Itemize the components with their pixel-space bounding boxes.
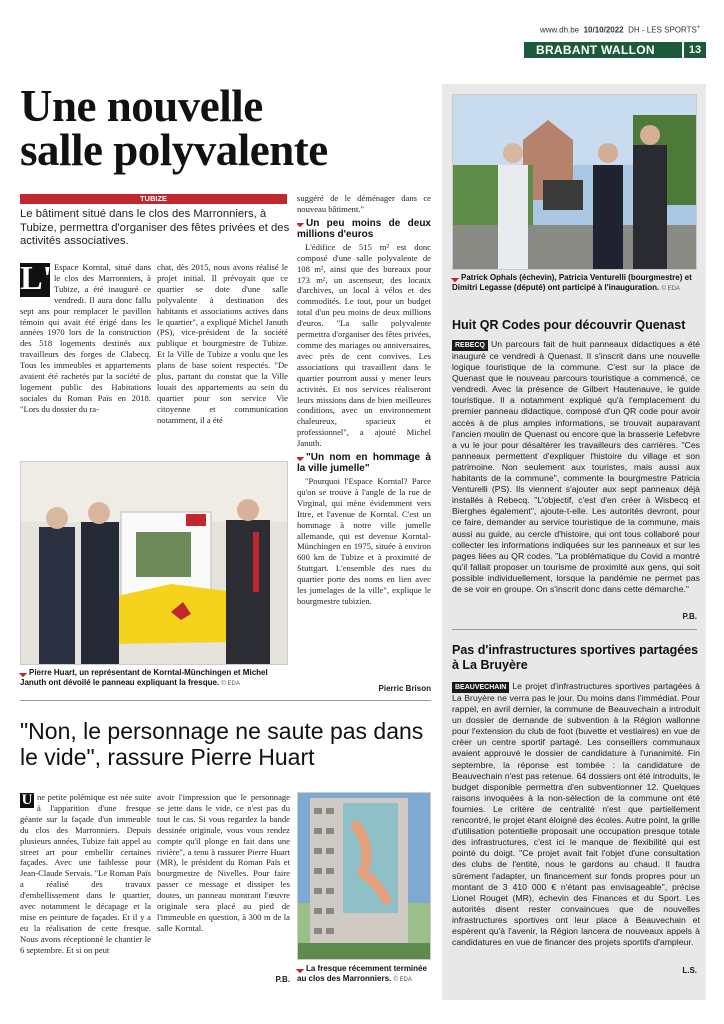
second-signature: P.B. <box>275 975 290 984</box>
main-col-2: chat, dès 2015, nous avons réalisé le projet initial. Il prévoyait que ce quartier se dote d'une salle polyvalente à destination des habitants et associations actives dans le quartier", a expliqué Michel Januth (PS), vice-président de la société publique et bourgmestre de Tubize. Et la Ville de Tubize a voulu que les plans de base soient respectés. "De plus, partant du constat que la Ville louait des appartements au sein du quartier pour son service Vie citoyenne et communication notamment, il a été <box>157 262 288 425</box>
fresco-photo <box>297 792 431 960</box>
sidebar-art1-sig: P.B. <box>682 612 697 621</box>
subhead-name: "Un nom en hommage à la ville jumelle" <box>297 452 431 475</box>
sidebar-art2-text: BEAUVECHAIN Le projet d'infrastructures sportives partagées à La Bruyère ne verra pas le jour. Du moins dans l'immédiat. Pour rappel, en avril dernier, la commune de Beauvechain a introduit un dossier de demande de subvention à la Région wallonne pour l'extension du club de foot (buvette et vestiaires) en vue de créer un centre sportif partagé. Les conseillers communaux avaient approuvé le dossier de candidature à l'unanimité. Fin septembre, la réponse est tombée : la candidature de Beauvechain n'est pas retenue. 64 dossiers ont été introduits, le budget disponible permettra d'en subventionner 12. Quelques raisons invoquées à la non-sélection de la commune ont été fournies. Le critère de centralité n'est que partiellement rencontré, le projet étant éloigné des écoles. Autre point, la grille d'utilisation potentielle proposait une occupation presque totale des infrastructures, c'est ici le manque de flexibilité qui est pointé du doigt. "Ce projet avait fait l'objet d'une consultation des clubs de l'entité, nous le gardons au chaud. Il faudra sûrement l'adapter, un financement sur fonds propres pour un montant de 3 410 000 € n'étant pas envisageable", précise Lionel Rouget (MR), échevin des Finances et du Sport. Les autorités disent rester convaincues que de nouvelles infrastructures sportives ont leur place à Beauvechain et espèrent qu'à l'avenir, la Région lancera de nouveaux appels à candidatures en vue de financer des projets sportifs d'ampleur. <box>452 681 700 948</box>
sidebar-art2-sig: L.S. <box>682 966 697 975</box>
main-col-1: L' Espace Korntal, situé dans le clos des Marronniers, à Tubize, a été inauguré ce vendredi. Il aura donc fallu sept ans pour remplacer le pavillon témoin qui avait été érigé dans les années 1970 lors de la construction des 518 logements destinés aux travailleurs des forges de Clabecq. Tous les immeubles et appartements avaient été rachetés par la société de logement public des Habitations sociales du Roman Païs en 2018. "Lors du dossier du ra- <box>20 262 151 414</box>
fresco-caption: La fresque récemment terminée au clos des Marronniers. © EDA <box>297 964 427 983</box>
lead-text: Le bâtiment situé dans le clos des Marronniers, à Tubize, permettra d'organiser des fêtes privées et des activités associatives. <box>20 208 290 247</box>
tag-beauvechain: BEAUVECHAIN <box>452 682 509 693</box>
sidebar-photo-caption: Patrick Ophals (échevin), Patricia Venturelli (bourgmestre) et Dimitri Legasse (député) ont participé à l'inauguration. © EDA <box>452 273 692 292</box>
main-headline: Une nouvelle salle polyvalente <box>20 81 328 175</box>
page-number: 13 <box>682 42 706 58</box>
main-signature: Pierric Brison <box>378 684 431 693</box>
sidebar-photo <box>452 94 697 270</box>
sidebar-art2-title: Pas d'infrastructures sportives partagées à La Bruyère <box>452 643 699 672</box>
subhead-budget: Un peu moins de deux millions d'euros <box>297 217 431 240</box>
sidebar-art1-title: Huit QR Codes pour découvrir Quenast <box>452 318 686 332</box>
sidebar-art1-text: REBECQ Un parcours fait de huit panneaux didactiques a été inauguré ce vendredi à Quenast. Il s'inscrit dans une nouvelle logique touristique de la commune. C'est sur la place de Quenast que le nouveau parcours touristique a commencé, ce vendredi. Avec la présence de Gilbert Hautenauve, le guide touristique. Il a notamment expliqué qu'à l'emplacement du premier panneau didactique, composé d'un QR code pour avoir accès à de plus amples informations, se trouvait auparavant l'ancien moulin de Quenast ou encore que la brasserie Lefebvre a vu le jour pour désaltérer les travailleurs des carrières. "Ces panneaux permettent d'expliquer l'histoire du village et son patrimoine. Non seulement aux touristes, mais aussi aux habitants de la commune", commente la bourgmestre Patricia Venturelli (PS). Ils viennent s'ajouter aux sept panneaux déjà installés à Rebecq. "L'objectif, c'est d'en créer à Wisbecq et Bierghes également", ajoute-t-elle. Les autorités devront, pour ce faire, demander au service touristique de la commune, mais aussi au guide, au cercle d'histoire, qui ont tous collaboré pour collecter les informations indiquées sur les panneaux et sur les pages liées au QR codes. "La problématique du Covid a montré qu'il fallait proposer un tourisme de proximité aux gens, qui soit possible individuellement, lorsque la pandémie ne permet pas de se voir en groupe. On s'inscrit donc dans cette démarche." <box>452 339 700 594</box>
kicker-bar: TUBIZE <box>20 194 287 204</box>
second-col-2: avoir l'impression que le personnage se jette dans le vide, ce n'est pas du tout le cas. Si vous regardez la bande dessinée originale, vous vous rendez compte qu'il plonge en fait dans une rivière", a tenu à rassurer Pierre Huart (MR), le président du Roman Païs et bourgmestre de Nivelles. Pour faire passer ce message et dissiper les doutes, un panneau montrant l'œuvre originale sera placé au pied de l'immeuble en question, à 300 m de la salle Korntal. <box>157 792 290 933</box>
second-headline: "Non, le personnage ne saute pas dans le vide", rassure Pierre Huart <box>20 718 424 770</box>
tag-rebecq: REBECQ <box>452 340 488 351</box>
main-col-3: suggéré de le déménager dans ce nouveau bâtiment." Un peu moins de deux millions d'euros L'édifice de 515 m² est donc composé d'une salle polyvalente de 108 m², ainsi que des bureaux pour 173 m², un ascenseur, des locaux d'archives, un local à vélos et des commodités. Le tout, pour un budget total d'un peu moins de deux millions d'euros. "La salle polyvalente permettra d'organiser des fêtes privées, comme des mariages ou anniversaires, avec près de cent convives. Les associations qui travaillent dans le quartier pourront aussi y mener leurs activités. Et nos services réaliseront leurs missions dans de bien meilleures conditions, avec un environnement chaleureux, spacieux et professionnel", a ajouté Michel Januth. "Un nom en hommage à la ville jumelle" "Pourquoi l'Espace Korntal? Parce qu'on se trouve à l'angle de la rue de Virginal, qui mène évidemment vers Ittre, et l'avenue de Korntal. C'est un hommage à notre ville jumelle allemande, qui est devenue Korntal-Münchingen en 1975, située à environ 600 km de Tubize et à proximité de Stuttgart. L'ensemble des rues du quartier porte des noms en lien avec les jumelages de la ville", explique le bourgmestre tubizien. <box>297 193 431 606</box>
second-col-1: U ne petite polémique est née suite à l'apparition d'une fresque géante sur la façade d'un immeuble du clos des Marronniers. Depuis plusieurs années, Tubize fait appel au street art pour embellir certaines façades. Avec une faiblesse pour Jean-Claude Servais. "Le Roman Païs a réalisé des travaux d'embellissement dans le quartier, avec notamment le décapage et la mise en peinture de façades. Et il y a eu la réalisation de cette fresque. Nous avons réceptionné le chantier le 6 septembre. Et si on peut <box>20 792 151 955</box>
section-banner: BRABANT WALLON <box>524 42 682 58</box>
divider <box>20 700 431 701</box>
drop-cap-2: U <box>21 792 33 808</box>
main-photo-caption: Pierre Huart, un représentant de Korntal-Münchingen et Michel Januth ont dévoilé le panneau expliquant la fresque. © EDA <box>20 668 268 687</box>
header-meta: www.dh.be 10/10/2022 DH - LES SPORTS+ <box>540 25 701 35</box>
sidebar-divider <box>452 629 697 630</box>
main-photo <box>20 461 288 665</box>
drop-cap: L' <box>20 262 53 297</box>
